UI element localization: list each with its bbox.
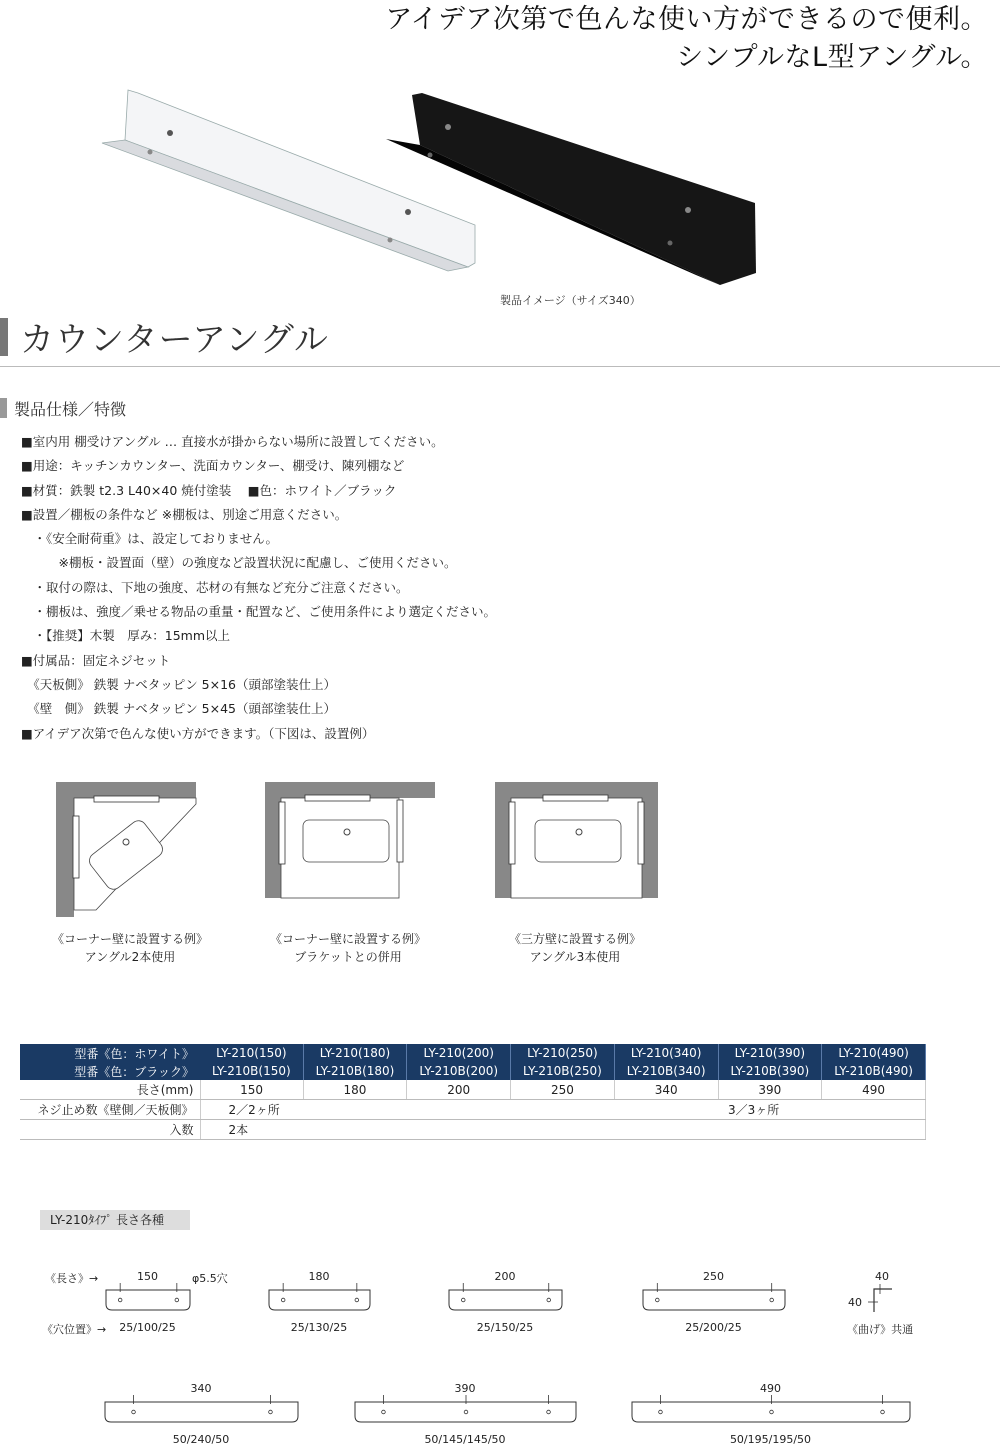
hole-position-value: 50/195/195/50 <box>729 1433 812 1446</box>
spec-line: ■用途：キッチンカウンター、洗面カウンター、棚受け、陳列棚など <box>21 458 405 474</box>
length-value: 150 <box>137 1270 158 1283</box>
spec-line: ・《安全耐荷重》は、設定しておりません。 <box>21 531 279 547</box>
hole-position-value: 25/150/25 <box>476 1321 534 1334</box>
caption-title: 《コーナー壁に設置する例》 <box>51 932 208 946</box>
hole-position-value: 50/145/145/50 <box>424 1433 506 1446</box>
hole-position-value: 25/130/25 <box>290 1321 348 1334</box>
spec-line: ■付属品：固定ネジセット <box>21 652 171 668</box>
hole-position-value: 25/200/25 <box>685 1321 742 1334</box>
length-value: 250 <box>703 1270 724 1283</box>
model-cell: LY-210B(490) <box>822 1062 926 1080</box>
title-divider <box>0 366 1000 367</box>
caption-sub: アングル3本使用 <box>529 950 621 964</box>
row-label: 長さ(mm) <box>20 1080 200 1100</box>
headline-line2: シンプルなL型アングル。 <box>676 42 988 73</box>
model-cell: LY-210(390) <box>718 1044 822 1062</box>
page-title: カウンターアングル <box>20 320 329 360</box>
table-row-screws <box>20 1100 926 1120</box>
table-row-length <box>20 1080 926 1100</box>
row-label: 入数 <box>20 1120 200 1140</box>
angle-bar-390 <box>354 1392 576 1424</box>
model-cell: LY-210B(200) <box>407 1062 511 1080</box>
model-cell: LY-210B(150) <box>200 1062 303 1080</box>
hole-diameter-label: φ5.5穴 <box>192 1272 228 1285</box>
length-value: 200 <box>494 1270 516 1283</box>
spec-line: ・棚板は、強度／乗せる物品の重量・配置など、ご使用条件により選定ください。 <box>21 604 497 620</box>
table-row-white <box>20 1044 926 1062</box>
spec-line: ・【推奨】木製 厚み：15mm以上 <box>21 628 231 644</box>
model-cell: LY-210(250) <box>511 1044 615 1062</box>
caption-title: 《コーナー壁に設置する例》 <box>269 932 426 946</box>
spec-line: ■材質：鉄製 t2.3 L40×40 焼付塗装 ■色：ホワイト／ブラック <box>21 482 397 498</box>
length-cell: 200 <box>407 1080 511 1100</box>
length-value: 490 <box>760 1382 781 1395</box>
model-cell: LY-210(490) <box>822 1044 926 1062</box>
spec-line: ■設置／棚板の条件など ※棚板は、別途ご用意ください。 <box>21 506 348 522</box>
spec-table <box>20 1044 926 1140</box>
length-label: 《長さ》→ <box>45 1272 99 1285</box>
length-cell: 150 <box>200 1080 303 1100</box>
length-cell: 390 <box>718 1080 822 1100</box>
headline-line1: アイデア次第で色んな使い方ができるので便利。 <box>385 4 988 35</box>
screw-cell: 2／2ヶ所 <box>200 1100 718 1120</box>
diagram-corner-two-angles <box>56 782 198 918</box>
table-row-black <box>20 1062 926 1080</box>
model-cell: LY-210(200) <box>407 1044 511 1062</box>
angle-bar-200 <box>448 1280 562 1312</box>
row-label: 型番《色：ホワイト》 <box>20 1044 200 1062</box>
table-row-qty <box>20 1120 926 1140</box>
model-cell: LY-210B(390) <box>718 1062 822 1080</box>
caption-sub: ブラケットとの併用 <box>294 950 402 964</box>
length-value: 340 <box>190 1382 212 1395</box>
caption-title: 《三方壁に設置する例》 <box>508 932 641 946</box>
screw-cell: 3／3ヶ所 <box>718 1100 926 1120</box>
bend-height: 40 <box>848 1296 862 1309</box>
spec-line: ・取付の際は、下地の強度、芯材の有無など充分ご注意ください。 <box>21 579 409 595</box>
angle-bar-150 <box>105 1280 190 1312</box>
caption-sub: アングル2本使用 <box>84 950 176 964</box>
angle-bar-180 <box>268 1280 370 1312</box>
length-cell: 180 <box>303 1080 407 1100</box>
row-label: 型番《色：ブラック》 <box>20 1062 200 1080</box>
bend-label: 《曲げ》共通 <box>847 1323 914 1336</box>
model-cell: LY-210B(340) <box>614 1062 718 1080</box>
model-cell: LY-210(150) <box>200 1044 303 1062</box>
hole-position-value: 50/240/50 <box>172 1433 230 1446</box>
diagram-three-walls <box>495 782 660 900</box>
diagram-caption-1 <box>40 930 220 966</box>
length-cell: 490 <box>822 1080 926 1100</box>
section-accent <box>0 398 7 418</box>
model-cell: LY-210(340) <box>614 1044 718 1062</box>
title-accent <box>0 318 8 356</box>
angle-bar-490 <box>631 1392 910 1424</box>
spec-line: 《壁 側》 鉄製 ナベタッピン 5×45（頭部塗装仕上） <box>21 701 337 717</box>
length-value: 180 <box>308 1270 330 1283</box>
section-title: 製品仕様／特徴 <box>14 400 127 419</box>
length-cell: 250 <box>511 1080 615 1100</box>
angle-bar-250 <box>642 1280 785 1312</box>
model-cell: LY-210B(250) <box>511 1062 615 1080</box>
hole-position-value: 25/100/25 <box>119 1321 176 1334</box>
product-image <box>90 85 770 295</box>
bend-profile-icon <box>864 1284 894 1314</box>
model-cell: LY-210B(180) <box>303 1062 407 1080</box>
spec-line: ※棚板・設置面（壁）の強度など設置状況に配慮し、ご使用ください。 <box>21 555 457 571</box>
hole-position-label: 《穴位置》→ <box>42 1323 107 1336</box>
length-cell: 340 <box>614 1080 718 1100</box>
spec-line: ■室内用 棚受けアングル … 直接水が掛からない場所に設置してください。 <box>21 434 444 449</box>
spec-line: 《天板側》 鉄製 ナベタッピン 5×16（頭部塗装仕上） <box>21 676 337 692</box>
diagram-caption-2 <box>258 930 438 966</box>
diagram-caption-3 <box>485 930 665 966</box>
angle-bar-340 <box>104 1392 298 1424</box>
model-cell: LY-210(180) <box>303 1044 407 1062</box>
spec-line: ■アイデア次第で色んな使い方ができます。（下図は、設置例） <box>21 725 375 741</box>
length-value: 390 <box>454 1382 476 1395</box>
row-label: ネジ止め数《壁側／天板側》 <box>20 1100 200 1120</box>
diagram-corner-bracket <box>265 782 437 900</box>
product-caption: 製品イメージ（サイズ340） <box>500 294 641 307</box>
qty-cell: 2本 <box>200 1120 926 1140</box>
bend-width: 40 <box>875 1270 889 1283</box>
spec-list <box>21 430 496 746</box>
type-badge: LY-210ﾀｲﾌﾟ 長さ各種 <box>40 1210 190 1230</box>
